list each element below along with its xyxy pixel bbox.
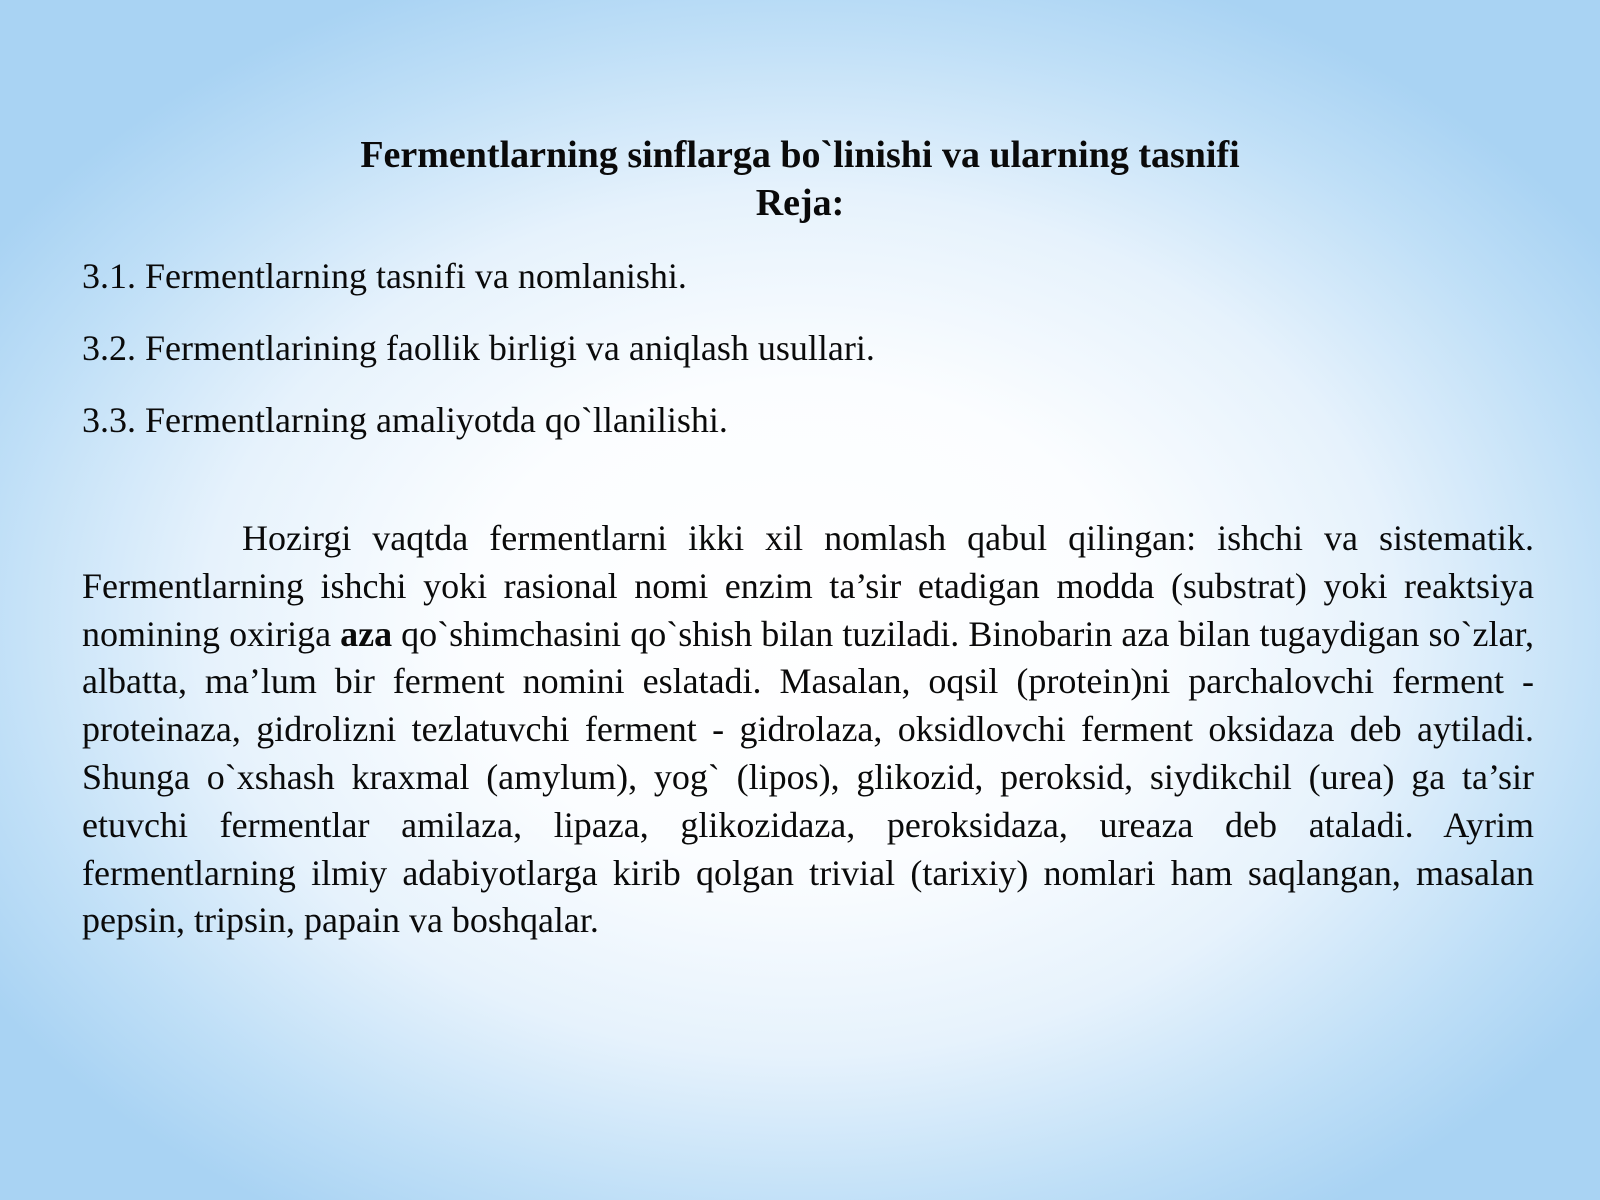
slide-title: Fermentlarning sinflarga bo`linishi va ularning tasnifi xyxy=(360,134,1240,176)
paragraph-text-end: qo`shimchasini qo`shish bilan tuziladi. Binobarin aza bilan tugaydigan so`zlar, albatta, ma’lum bir ferment nomini eslatadi. Masalan, oqsil (protein)ni parchalovchi ferment - proteinaza, gidrolizni tezlatuvchi ferment - gidrolaza, oksidlovchi ferment oksidaza deb aytiladi. Shunga o`xshash kraxmal (amylum), yog` (lipos), glikozid, peroksid, siydikchil (urea) ga ta’sir etuvchi fermentlar amilaza, lipaza, glikozidaza, peroksidaza, ureaza deb ataladi. Ayrim fermentlarning ilmiy adabiyotlarga kirib qolgan trivial (tarixiy) nomlari ham saqlangan, masalan pepsin, tripsin, papain va boshqalar. xyxy=(82,613,1535,941)
plan-item-3-2: 3.2. Fermentlarining faollik birligi va aniqlash usullari. xyxy=(82,328,875,368)
plan-item-3-1: 3.1. Fermentlarning tasnifi va nomlanishi. xyxy=(82,256,687,296)
paragraph-text-start: Hozirgi vaqtda fermentlarni ikki xil nomlash qabul qilingan: ishchi va sistematik. Fermentlarning ishchi yoki rasional nomi enzim ta’sir etadigan modda (substrat) yoki reaktsiya nomining oxiriga xyxy=(82,518,1534,654)
body-paragraph xyxy=(82,515,1534,945)
paragraph-bold-term: aza xyxy=(340,613,393,654)
slide-subtitle: Reja: xyxy=(755,182,845,224)
plan-item-3-3: 3.3. Fermentlarning amaliyotda qo`llanilishi. xyxy=(82,400,728,440)
